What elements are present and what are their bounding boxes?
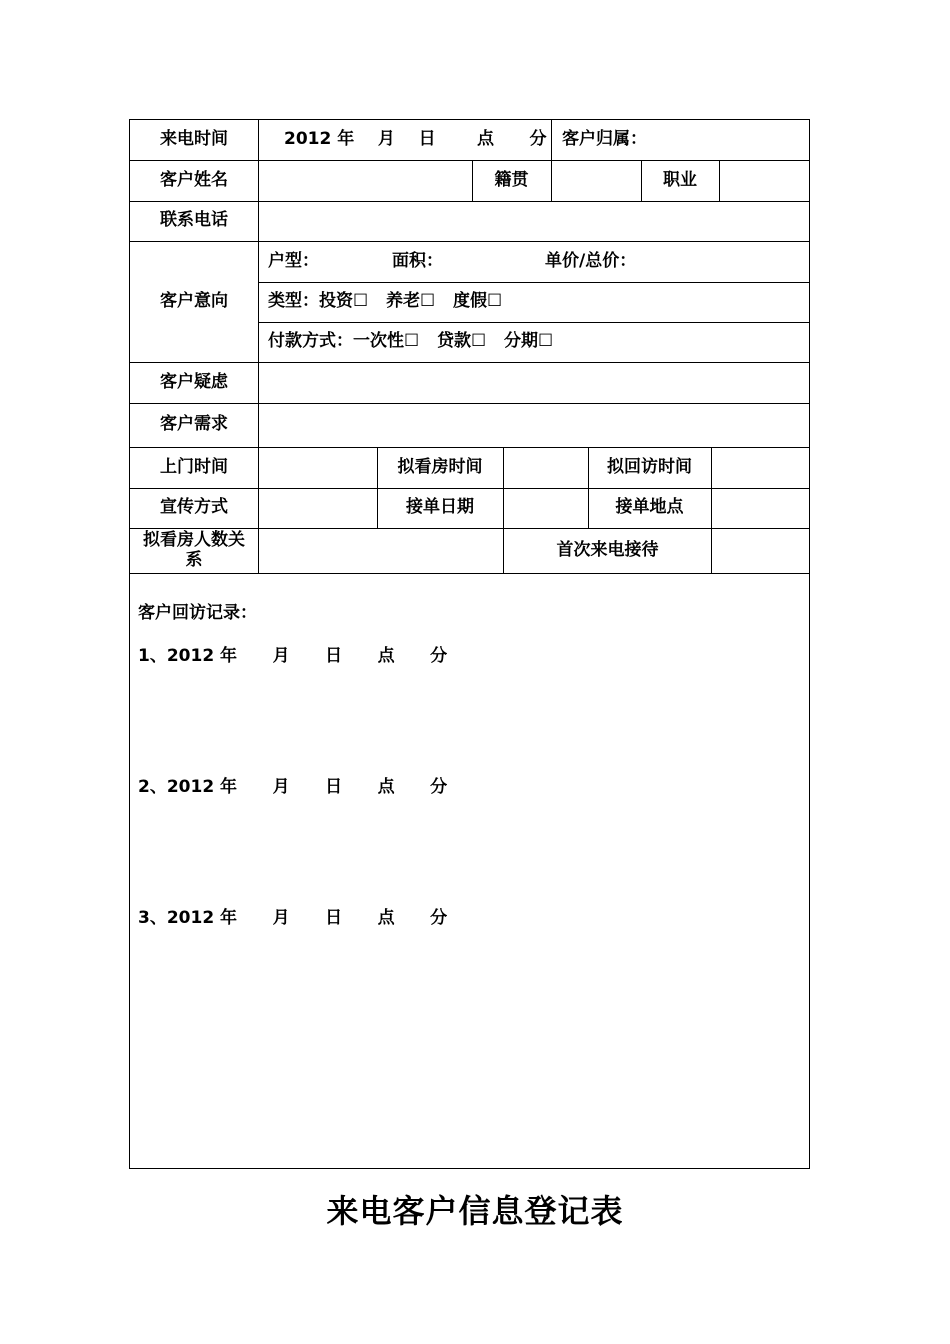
customer-concern-label: 客户疑虑 — [160, 371, 228, 392]
followup-heading: 客户回访记录： — [138, 603, 257, 623]
viewer-count-relation-label: 拟看房人数关系 — [143, 529, 245, 570]
planned-viewing-time-label: 拟看房时间 — [397, 456, 483, 477]
customer-name-label: 客户姓名 — [160, 169, 228, 190]
visit-time-label: 上门时间 — [160, 456, 228, 477]
order-place-label: 接单地点 — [615, 497, 684, 518]
first-call-reception-label: 首次来电接待 — [556, 539, 659, 560]
followup-entry-2[interactable]: 2、2012 年 月 日 点 分 — [138, 777, 448, 797]
customer-belong-label: 客户归属： — [562, 129, 647, 150]
customer-intent-label: 客户意向 — [160, 290, 228, 311]
planned-followup-time-label: 拟回访时间 — [607, 456, 692, 477]
phone-field[interactable] — [259, 201, 809, 241]
phone-label: 联系电话 — [160, 210, 228, 231]
occupation-field[interactable] — [720, 160, 809, 201]
planned-viewing-time-field[interactable] — [504, 447, 588, 488]
house-type-label[interactable]: 户型： — [268, 250, 319, 271]
customer-name-field[interactable] — [259, 160, 472, 201]
row-divider — [130, 573, 809, 574]
origin-label: 籍贯 — [494, 169, 529, 190]
origin-field[interactable] — [552, 160, 641, 201]
customer-concern-field[interactable] — [259, 362, 809, 403]
order-place-field[interactable] — [712, 488, 809, 528]
planned-followup-time-field[interactable] — [712, 447, 809, 488]
viewer-count-relation-field[interactable] — [259, 528, 503, 573]
price-label[interactable]: 单价/总价： — [545, 250, 637, 271]
promotion-method-field[interactable] — [259, 488, 377, 528]
visit-time-field[interactable] — [259, 447, 377, 488]
occupation-label: 职业 — [663, 169, 697, 190]
area-label[interactable]: 面积： — [392, 250, 443, 271]
column-divider — [551, 120, 552, 160]
customer-info-form — [129, 119, 810, 1169]
payment-method-options[interactable]: 付款方式：一次性☐ 贷款☐ 分期☐ — [268, 331, 554, 352]
form-title: 来电客户信息登记表 — [326, 1192, 624, 1230]
customer-demand-field[interactable] — [259, 403, 809, 447]
order-date-field[interactable] — [504, 488, 588, 528]
property-type-options[interactable]: 类型：投资☐ 养老☐ 度假☐ — [268, 291, 503, 312]
call-time-value[interactable]: 2012 年 月 日 点 分 — [284, 129, 547, 150]
first-call-reception-field[interactable] — [712, 528, 809, 573]
customer-demand-label: 客户需求 — [160, 414, 228, 435]
call-time-label: 来电时间 — [160, 129, 228, 150]
order-date-label: 接单日期 — [406, 497, 474, 518]
promotion-method-label: 宣传方式 — [160, 497, 228, 518]
followup-entry-3[interactable]: 3、2012 年 月 日 点 分 — [138, 908, 448, 928]
followup-entry-1[interactable]: 1、2012 年 月 日 点 分 — [138, 646, 448, 666]
